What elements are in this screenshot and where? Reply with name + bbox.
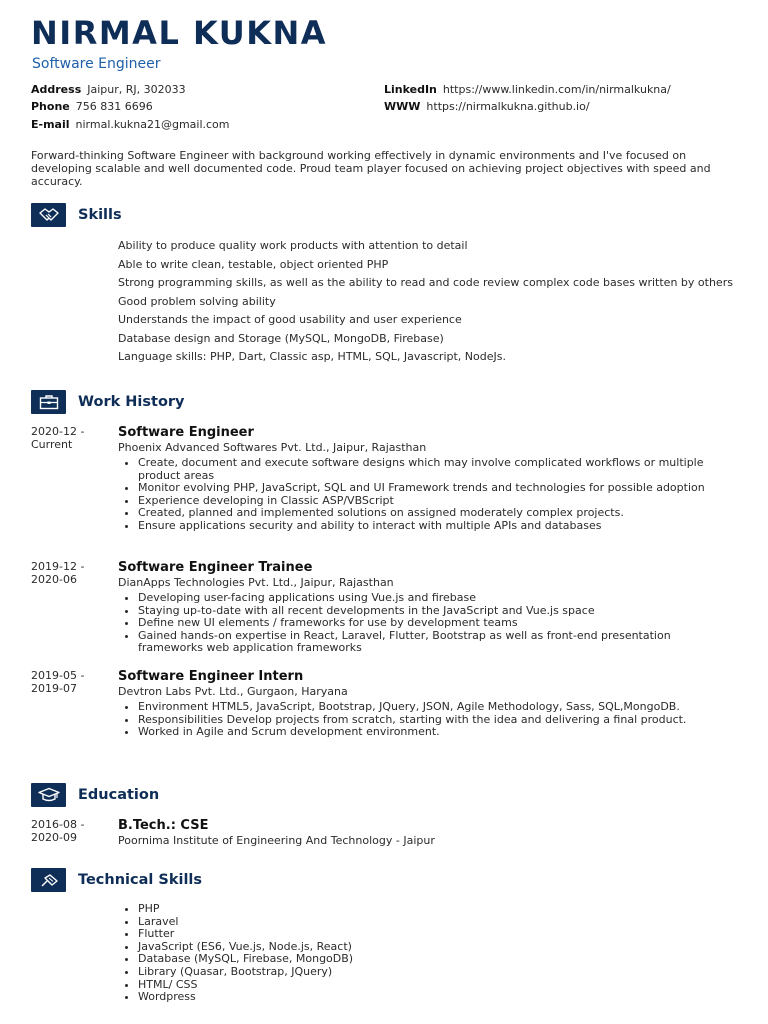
job-bullet: • Created, planned and implemented solutions on assigned moderately complex projects. bbox=[138, 507, 738, 520]
candidate-name: NIRMAL KUKNA bbox=[31, 14, 328, 52]
job-bullets bbox=[118, 457, 738, 533]
phone-label: Phone bbox=[31, 100, 70, 113]
contact-www bbox=[384, 100, 590, 113]
linkedin-label: LinkedIn bbox=[384, 83, 437, 96]
job-bullet: • Environment HTML5, JavaScript, Bootstrap, JQuery, JSON, Agile Methodology, Sass, SQL,MongoDB. bbox=[138, 701, 738, 714]
skills-list bbox=[118, 239, 738, 369]
job-start-date: 2019-05 - bbox=[31, 669, 85, 682]
job-role: Software Engineer Trainee bbox=[118, 560, 313, 575]
briefcase-icon bbox=[31, 390, 66, 414]
technical-skill-item: • HTML/ CSS bbox=[138, 979, 538, 992]
email-value[interactable]: nirmal.kukna21@gmail.com bbox=[75, 118, 230, 131]
technical-skill-item: • JavaScript (ES6, Vue.js, Node.js, React) bbox=[138, 941, 538, 954]
education-end-date: 2020-09 bbox=[31, 831, 77, 844]
job-bullet: • Experience developing in Classic ASP/VBScript bbox=[138, 495, 738, 508]
job-role: Software Engineer bbox=[118, 425, 254, 440]
job-bullet: • Developing user-facing applications using Vue.js and firebase bbox=[138, 592, 738, 605]
education-title: Education bbox=[78, 787, 160, 803]
job-dates bbox=[31, 669, 111, 695]
address-label: Address bbox=[31, 83, 82, 96]
skill-item: Ability to produce quality work products with attention to detail bbox=[118, 239, 468, 252]
skill-item: Database design and Storage (MySQL, MongoDB, Firebase) bbox=[118, 331, 444, 345]
technical-section-header bbox=[31, 868, 202, 892]
technical-skills-list bbox=[118, 903, 538, 1004]
education-school: Poornima Institute of Engineering And Technology - Jaipur bbox=[118, 834, 435, 847]
job-end-date: 2019-07 bbox=[31, 682, 77, 695]
job-company: Phoenix Advanced Softwares Pvt. Ltd., Jaipur, Rajasthan bbox=[118, 441, 427, 454]
pin-icon bbox=[31, 868, 66, 892]
linkedin-link[interactable]: https://www.linkedin.com/in/nirmalkukna/ bbox=[442, 83, 671, 96]
skill-item: Strong programming skills, as well as the ability to read and code review complex code bases written by others bbox=[118, 276, 733, 289]
job-company: DianApps Technologies Pvt. Ltd., Jaipur, Rajasthan bbox=[118, 576, 394, 589]
job-company: Devtron Labs Pvt. Ltd., Gurgaon, Haryana bbox=[118, 685, 348, 698]
job-bullets bbox=[118, 592, 738, 655]
skill-item: Understands the impact of good usability and user experience bbox=[118, 313, 462, 326]
profile-summary: Forward-thinking Software Engineer with background working effectively in dynamic environments and I've focused on developing scalable and well documented code. Proud team player focused on achieving project objectives with speed and accuracy. bbox=[31, 149, 711, 188]
address-value: Jaipur, RJ, 302033 bbox=[87, 83, 186, 96]
contact-email bbox=[31, 118, 230, 131]
job-bullet: • Ensure applications security and ability to interact with multiple APIs and databases bbox=[138, 520, 738, 533]
education-degree: B.Tech.: CSE bbox=[118, 818, 209, 833]
work-section-header bbox=[31, 390, 185, 414]
technical-skill-item: • Database (MySQL, Firebase, MongoDB) bbox=[138, 953, 538, 966]
job-bullet: • Gained hands-on expertise in React, Laravel, Flutter, Bootstrap as well as front-end presentation frameworks web application frameworks bbox=[138, 630, 738, 655]
contact-phone bbox=[31, 100, 153, 113]
skills-section-header bbox=[31, 203, 122, 227]
skill-item: Language skills: PHP, Dart, Classic asp, HTML, SQL, Javascript, NodeJs. bbox=[118, 350, 506, 363]
work-title: Work History bbox=[78, 394, 185, 410]
technical-skill-item: • Laravel bbox=[138, 916, 538, 929]
phone-value: 756 831 6696 bbox=[75, 100, 153, 113]
email-label: E-mail bbox=[31, 118, 70, 131]
job-bullets bbox=[118, 701, 738, 739]
skills-title: Skills bbox=[78, 207, 122, 223]
skill-item: Able to write clean, testable, object oriented PHP bbox=[118, 257, 389, 271]
job-start-date: 2019-12 - bbox=[31, 560, 85, 573]
graduation-cap-icon bbox=[31, 783, 66, 807]
technical-skill-item: • PHP bbox=[138, 903, 538, 916]
job-dates bbox=[31, 560, 111, 586]
candidate-title: Software Engineer bbox=[32, 56, 161, 72]
skill-item: Good problem solving ability bbox=[118, 294, 276, 308]
contact-linkedin bbox=[384, 83, 671, 96]
job-bullet: • Responsibilities Develop projects from scratch, starting with the idea and delivering a final product. bbox=[138, 714, 738, 727]
www-label: WWW bbox=[384, 100, 421, 113]
job-bullet: • Monitor evolving PHP, JavaScript, SQL and UI Framework trends and technologies for possible adoption bbox=[138, 482, 738, 495]
handshake-icon bbox=[31, 203, 66, 227]
www-link[interactable]: https://nirmalkukna.github.io/ bbox=[426, 100, 590, 113]
job-end-date: 2020-06 bbox=[31, 573, 77, 586]
job-end-date: Current bbox=[31, 438, 73, 451]
job-dates bbox=[31, 425, 111, 451]
education-section-header bbox=[31, 783, 159, 807]
contact-address bbox=[31, 83, 186, 96]
technical-skill-item: • Flutter bbox=[138, 928, 538, 941]
technical-title: Technical Skills bbox=[78, 872, 203, 888]
job-bullet: • Worked in Agile and Scrum development environment. bbox=[138, 726, 738, 739]
job-bullet: • Staying up-to-date with all recent developments in the JavaScript and Vue.js space bbox=[138, 605, 738, 618]
job-role: Software Engineer Intern bbox=[118, 669, 304, 684]
technical-skill-item: • Library (Quasar, Bootstrap, JQuery) bbox=[138, 966, 538, 979]
education-dates bbox=[31, 818, 111, 844]
job-bullet: • Define new UI elements / frameworks for use by development teams bbox=[138, 617, 738, 630]
technical-skill-item: • Wordpress bbox=[138, 991, 538, 1004]
education-start-date: 2016-08 - bbox=[31, 818, 85, 831]
job-start-date: 2020-12 - bbox=[31, 425, 85, 438]
job-bullet: • Create, document and execute software designs which may involve complicated workflows or multiple product areas bbox=[138, 457, 738, 482]
